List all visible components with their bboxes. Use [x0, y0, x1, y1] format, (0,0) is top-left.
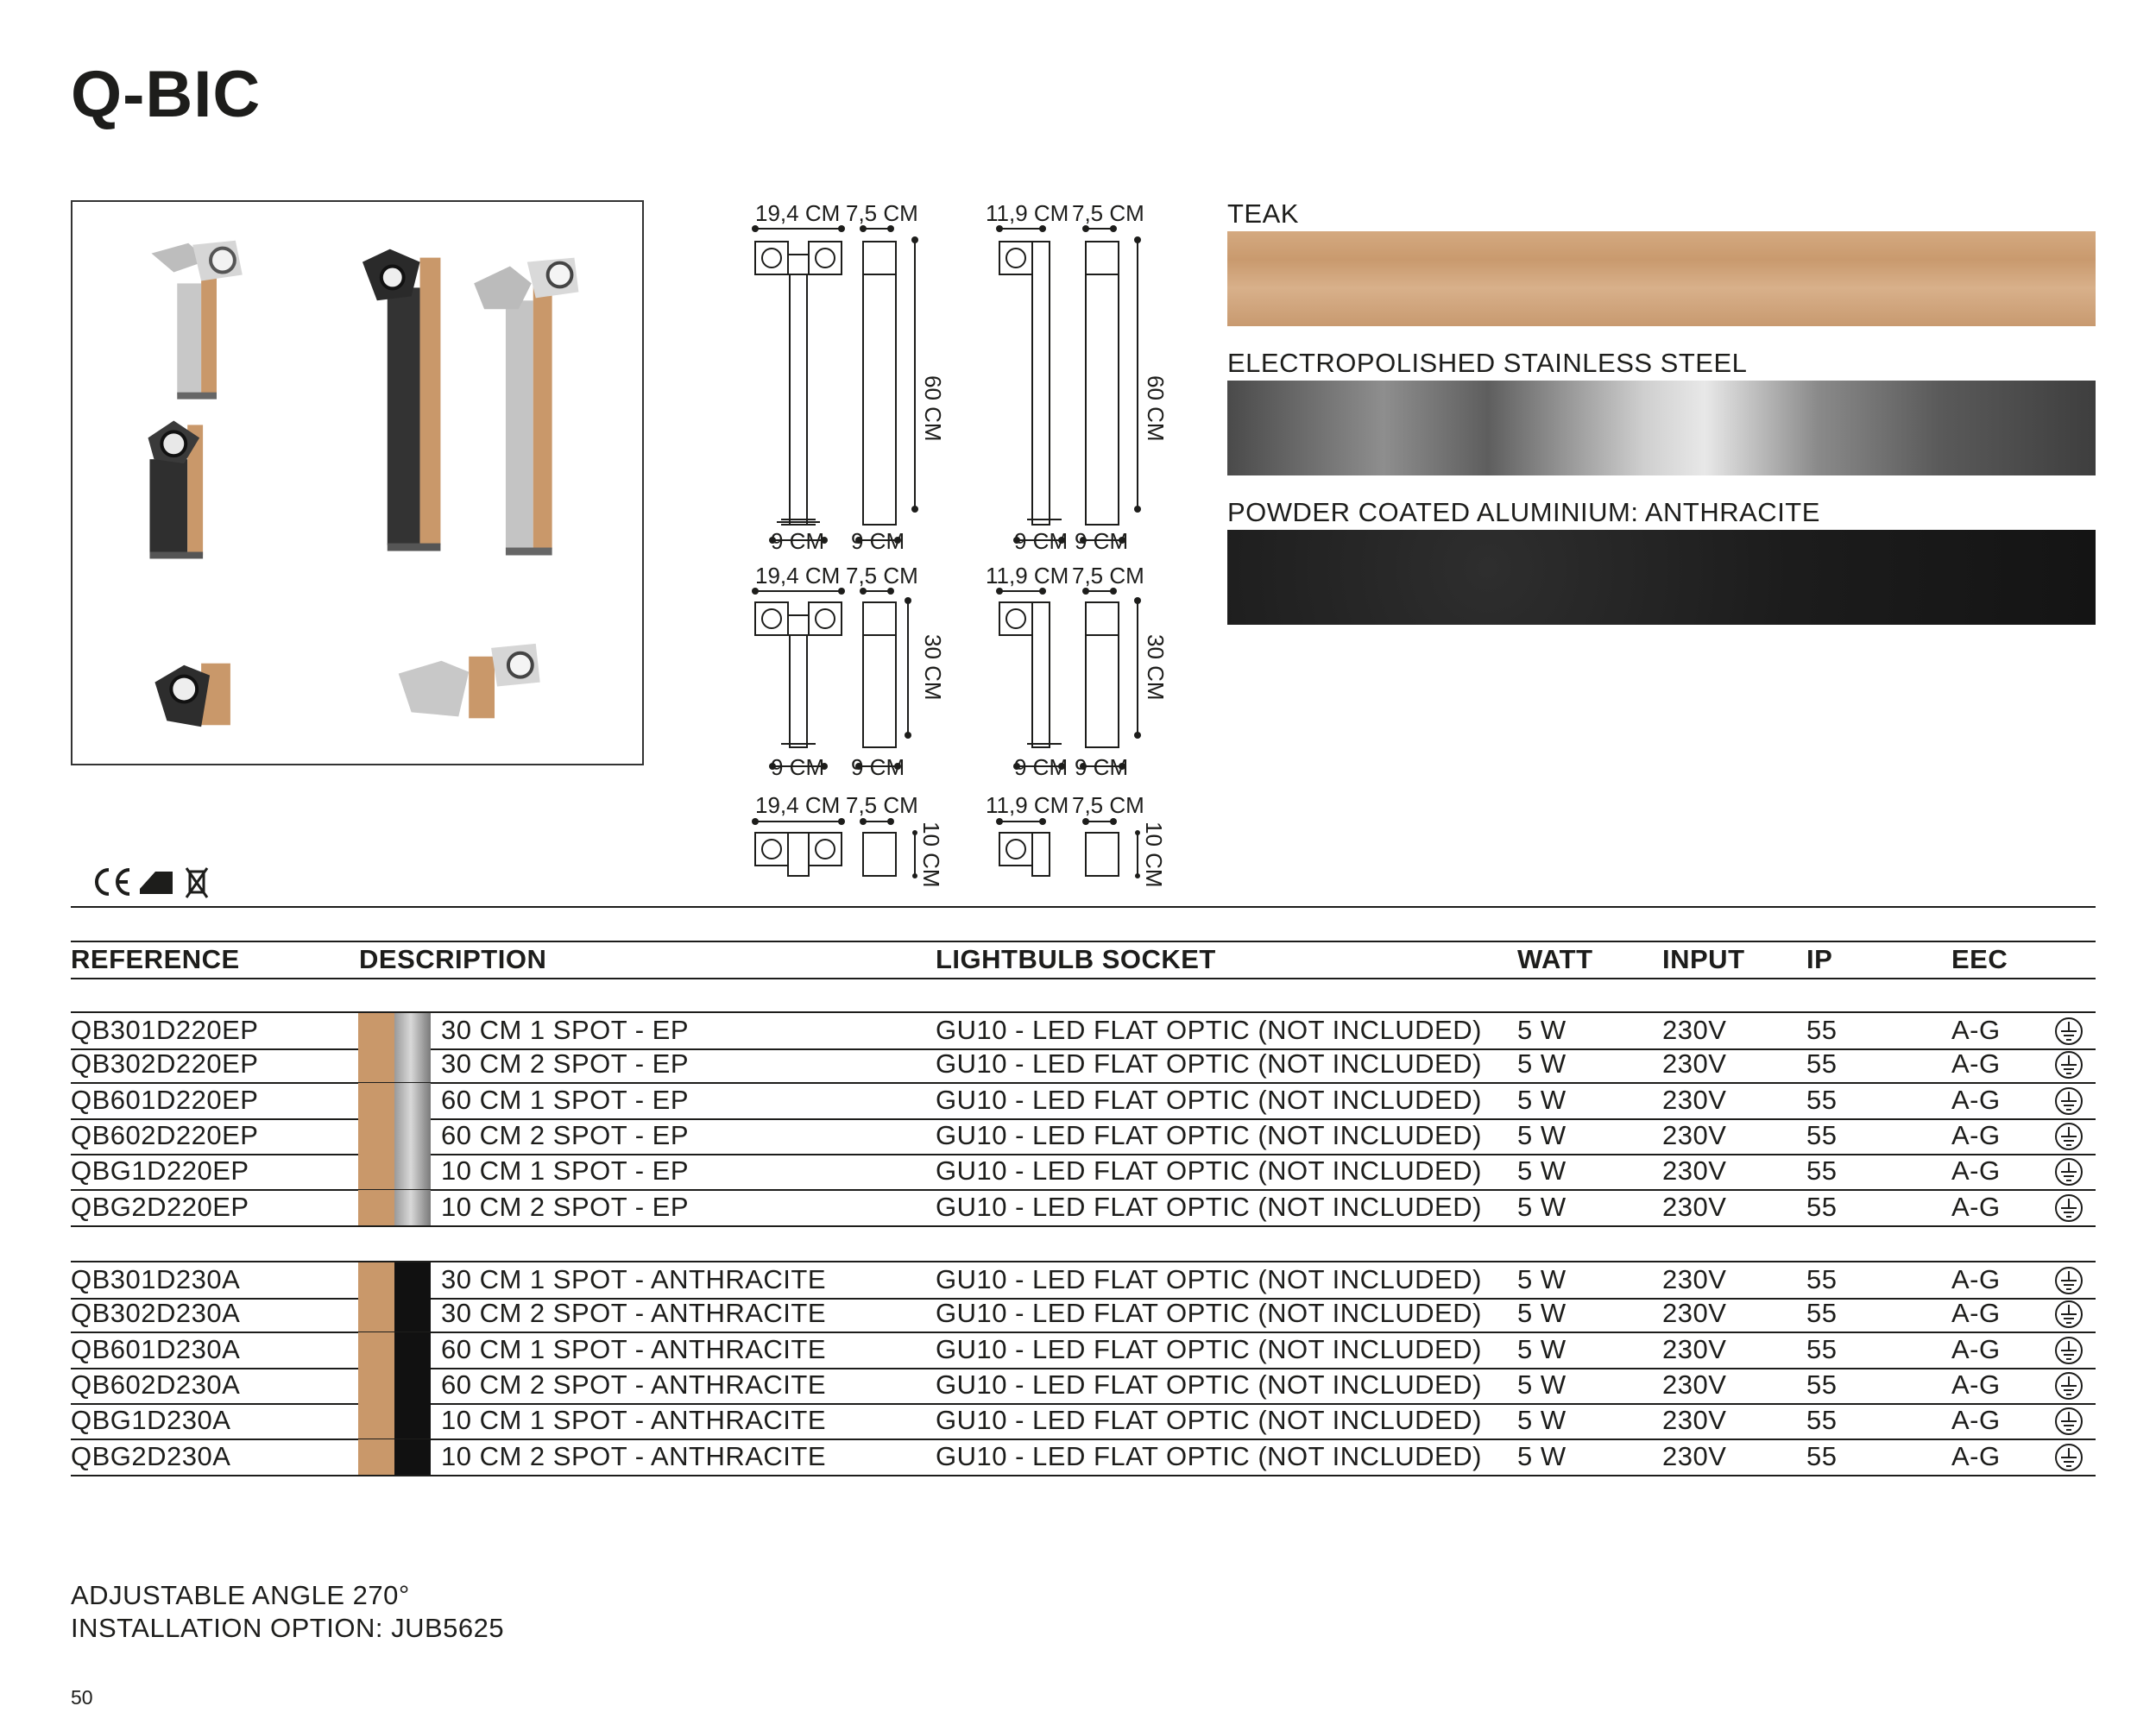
cell-watt: 5 W: [1517, 1333, 1567, 1364]
weee-bin-icon: [186, 868, 207, 897]
cell-ref: QB601D230A: [71, 1333, 241, 1364]
cell-ip: 55: [1806, 1440, 1838, 1471]
anthracite-finish-swatch: [394, 1332, 431, 1368]
cell-watt: 5 W: [1517, 1405, 1567, 1436]
cell-input: 230V: [1662, 1191, 1727, 1222]
cell-socket: GU10 - LED FLAT OPTIC (NOT INCLUDED): [936, 1191, 1482, 1222]
cell-ref: QBG2D230A: [71, 1440, 231, 1471]
cell-ip: 55: [1806, 1333, 1838, 1364]
teak-finish-swatch: [358, 1154, 394, 1189]
header-eec: EEC: [1951, 944, 2008, 974]
cell-ref: QB602D230A: [71, 1369, 241, 1400]
cell-socket: GU10 - LED FLAT OPTIC (NOT INCLUDED): [936, 1015, 1482, 1045]
earth-ground-icon: [2054, 1336, 2084, 1365]
material-teak-swatch: [1227, 231, 2096, 326]
earth-ground-icon: [2054, 1371, 2084, 1401]
cell-watt: 5 W: [1517, 1191, 1567, 1222]
cell-ref: QB601D220EP: [71, 1084, 259, 1115]
cell-ip: 55: [1806, 1298, 1838, 1329]
cell-desc: 10 CM 1 SPOT - EP: [441, 1155, 690, 1187]
cell-ref: QB302D230A: [71, 1298, 241, 1329]
steel-finish-swatch: [394, 1154, 431, 1189]
cell-desc: 30 CM 2 SPOT - EP: [441, 1048, 690, 1080]
divider-top: [71, 906, 2096, 908]
cell-ip: 55: [1806, 1119, 1838, 1150]
cell-input: 230V: [1662, 1048, 1727, 1080]
cell-socket: GU10 - LED FLAT OPTIC (NOT INCLUDED): [936, 1048, 1482, 1080]
cell-ip: 55: [1806, 1191, 1838, 1222]
dim-60-b-base2: 9 CM: [1075, 528, 1129, 554]
steel-finish-swatch: [394, 1013, 431, 1048]
table-row: [71, 1083, 2096, 1120]
table-row: [71, 1118, 2096, 1155]
cell-eec: A-G: [1951, 1191, 2001, 1222]
cell-ref: QBG1D230A: [71, 1405, 231, 1436]
anthracite-finish-swatch: [394, 1296, 431, 1332]
page-number: 50: [71, 1686, 93, 1709]
teak-finish-swatch: [358, 1368, 394, 1403]
cell-socket: GU10 - LED FLAT OPTIC (NOT INCLUDED): [936, 1084, 1482, 1115]
dim-60-b-height: 60 CM: [1143, 375, 1169, 442]
earth-ground-icon: [2054, 1122, 2084, 1151]
table-row: [71, 1154, 2096, 1191]
certification-icons: [86, 863, 224, 901]
cell-desc: 30 CM 1 SPOT - ANTHRACITE: [441, 1264, 827, 1294]
steel-finish-swatch: [394, 1118, 431, 1154]
cell-eec: A-G: [1951, 1264, 2001, 1294]
table-row: [71, 1403, 2096, 1440]
table-row: [71, 1047, 2096, 1084]
anthracite-finish-swatch: [394, 1262, 431, 1298]
cell-desc: 10 CM 1 SPOT - ANTHRACITE: [441, 1405, 827, 1436]
earth-ground-icon: [2054, 1193, 2084, 1223]
cell-ref: QB301D230A: [71, 1264, 241, 1294]
dim-30-b-base1: 9 CM: [1014, 754, 1069, 780]
cell-input: 230V: [1662, 1298, 1727, 1329]
material-steel-label: ELECTROPOLISHED STAINLESS STEEL: [1227, 348, 1748, 378]
teak-finish-swatch: [358, 1262, 394, 1298]
cell-eec: A-G: [1951, 1440, 2001, 1471]
table-row: [71, 1332, 2096, 1369]
header-watt: WATT: [1517, 944, 1593, 974]
cell-input: 230V: [1662, 1015, 1727, 1045]
cell-ref: QBG1D220EP: [71, 1155, 249, 1187]
earth-ground-icon: [2054, 1300, 2084, 1329]
teak-finish-swatch: [358, 1083, 394, 1118]
dim-30-a-base1: 9 CM: [771, 754, 825, 780]
dim-30-b-base2: 9 CM: [1075, 754, 1129, 780]
anthracite-finish-swatch: [394, 1403, 431, 1439]
header-input: INPUT: [1662, 944, 1745, 974]
earth-ground-icon: [2054, 1266, 2084, 1295]
cell-desc: 10 CM 2 SPOT - ANTHRACITE: [441, 1440, 827, 1471]
dim-30-a-base2: 9 CM: [851, 754, 905, 780]
cell-desc: 60 CM 2 SPOT - ANTHRACITE: [441, 1369, 827, 1400]
cell-ip: 55: [1806, 1048, 1838, 1080]
note-angle: ADJUSTABLE ANGLE 270°: [71, 1580, 410, 1610]
teak-finish-swatch: [358, 1332, 394, 1368]
cell-ip: 55: [1806, 1264, 1838, 1294]
earth-ground-icon: [2054, 1157, 2084, 1187]
header-ip: IP: [1806, 944, 1833, 974]
dim-60-b-width: 11,9 CM: [986, 200, 1069, 226]
cell-desc: 60 CM 1 SPOT - EP: [441, 1084, 690, 1115]
cell-watt: 5 W: [1517, 1015, 1567, 1045]
table-row: [71, 1439, 2096, 1476]
earth-ground-icon: [2054, 1017, 2084, 1046]
dim-30-a-width: 19,4 CM: [755, 563, 841, 589]
dim-60-a-base2: 9 CM: [851, 528, 905, 554]
cell-eec: A-G: [1951, 1048, 2001, 1080]
cell-desc: 60 CM 2 SPOT - EP: [441, 1119, 690, 1150]
dim-60-b-depth: 7,5 CM: [1072, 200, 1144, 226]
cell-socket: GU10 - LED FLAT OPTIC (NOT INCLUDED): [936, 1369, 1482, 1400]
dim-30-a-depth: 7,5 CM: [846, 563, 918, 589]
product-photo: [71, 200, 644, 765]
cell-socket: GU10 - LED FLAT OPTIC (NOT INCLUDED): [936, 1119, 1482, 1150]
material-anthracite-swatch: [1227, 530, 2096, 625]
earth-ground-icon: [2054, 1407, 2084, 1436]
cell-socket: GU10 - LED FLAT OPTIC (NOT INCLUDED): [936, 1333, 1482, 1364]
cell-eec: A-G: [1951, 1333, 2001, 1364]
notes: [71, 1579, 504, 1645]
teak-finish-swatch: [358, 1403, 394, 1439]
cell-watt: 5 W: [1517, 1048, 1567, 1080]
cell-watt: 5 W: [1517, 1264, 1567, 1294]
cell-ip: 55: [1806, 1405, 1838, 1436]
dim-10-a-width: 19,4 CM: [755, 792, 841, 818]
cell-ip: 55: [1806, 1155, 1838, 1187]
earth-ground-icon: [2054, 1443, 2084, 1472]
cell-eec: A-G: [1951, 1298, 2001, 1329]
cell-ref: QB301D220EP: [71, 1015, 259, 1045]
bollard-anthracite-60-image: [362, 249, 440, 551]
table-row: [71, 1261, 2096, 1300]
cell-ip: 55: [1806, 1084, 1838, 1115]
cell-input: 230V: [1662, 1369, 1727, 1400]
cell-socket: GU10 - LED FLAT OPTIC (NOT INCLUDED): [936, 1264, 1482, 1294]
cell-watt: 5 W: [1517, 1084, 1567, 1115]
dim-60-a-height: 60 CM: [920, 375, 946, 442]
cell-input: 230V: [1662, 1155, 1727, 1187]
cell-watt: 5 W: [1517, 1440, 1567, 1471]
cell-input: 230V: [1662, 1405, 1727, 1436]
cell-input: 230V: [1662, 1119, 1727, 1150]
cell-desc: 60 CM 1 SPOT - ANTHRACITE: [441, 1333, 827, 1364]
dim-10-a-depth: 7,5 CM: [846, 792, 918, 818]
dim-10-b-height: 10 CM: [1141, 822, 1167, 888]
class-protection-icon: [140, 872, 173, 894]
dim-10-b-width: 11,9 CM: [986, 792, 1069, 818]
technical-drawings: [742, 198, 1191, 897]
table-row: [71, 1296, 2096, 1333]
table-row: [71, 1011, 2096, 1050]
cell-ref: QBG2D220EP: [71, 1191, 249, 1222]
cell-input: 230V: [1662, 1333, 1727, 1364]
earth-ground-icon: [2054, 1050, 2084, 1080]
dim-30-b-height: 30 CM: [1143, 634, 1169, 701]
cell-input: 230V: [1662, 1084, 1727, 1115]
material-teak-label: TEAK: [1227, 198, 1299, 229]
cell-eec: A-G: [1951, 1405, 2001, 1436]
teak-finish-swatch: [358, 1190, 394, 1225]
spot-anthracite-10-image: [154, 664, 230, 727]
cell-eec: A-G: [1951, 1084, 2001, 1115]
cell-ip: 55: [1806, 1369, 1838, 1400]
page-title: Q-BIC: [71, 58, 262, 131]
teak-finish-swatch: [358, 1013, 394, 1048]
header-reference: REFERENCE: [71, 944, 240, 974]
header-top-rule: [71, 941, 2096, 942]
bollard-steel-30-image: [151, 241, 242, 400]
bollard-steel-60-image: [474, 258, 578, 556]
material-anthracite-label: POWDER COATED ALUMINIUM: ANTHRACITE: [1227, 497, 1820, 527]
steel-finish-swatch: [394, 1083, 431, 1118]
dim-30-b-width: 11,9 CM: [986, 563, 1069, 589]
table-row: [71, 1368, 2096, 1405]
cell-eec: A-G: [1951, 1015, 2001, 1045]
header-bottom-rule: [71, 978, 2096, 979]
cell-socket: GU10 - LED FLAT OPTIC (NOT INCLUDED): [936, 1155, 1482, 1187]
cell-desc: 10 CM 2 SPOT - EP: [441, 1191, 690, 1222]
cell-desc: 30 CM 1 SPOT - EP: [441, 1015, 690, 1045]
cell-input: 230V: [1662, 1264, 1727, 1294]
header-socket: LIGHTBULB SOCKET: [936, 944, 1216, 974]
cell-watt: 5 W: [1517, 1155, 1567, 1187]
cell-watt: 5 W: [1517, 1369, 1567, 1400]
cell-watt: 5 W: [1517, 1119, 1567, 1150]
material-steel-swatch: [1227, 381, 2096, 475]
dim-60-b-base1: 9 CM: [1014, 528, 1069, 554]
dim-60-a-width: 19,4 CM: [755, 200, 841, 226]
bollard-anthracite-30-image: [148, 420, 203, 558]
dim-60-a-depth: 7,5 CM: [846, 200, 918, 226]
cell-desc: 30 CM 2 SPOT - ANTHRACITE: [441, 1298, 827, 1329]
earth-ground-icon: [2054, 1086, 2084, 1116]
steel-finish-swatch: [394, 1047, 431, 1082]
note-installation: INSTALLATION OPTION: JUB5625: [71, 1613, 505, 1643]
spot-steel-10-image: [399, 644, 540, 718]
anthracite-finish-swatch: [394, 1439, 431, 1475]
cell-eec: A-G: [1951, 1155, 2001, 1187]
cell-socket: GU10 - LED FLAT OPTIC (NOT INCLUDED): [936, 1440, 1482, 1471]
table-row: [71, 1190, 2096, 1227]
anthracite-finish-swatch: [394, 1368, 431, 1403]
teak-finish-swatch: [358, 1047, 394, 1082]
cell-socket: GU10 - LED FLAT OPTIC (NOT INCLUDED): [936, 1298, 1482, 1329]
cell-ref: QB602D220EP: [71, 1119, 259, 1150]
ce-mark-icon: [97, 870, 129, 894]
dim-60-a-base1: 9 CM: [771, 528, 825, 554]
cell-eec: A-G: [1951, 1369, 2001, 1400]
cell-socket: GU10 - LED FLAT OPTIC (NOT INCLUDED): [936, 1405, 1482, 1436]
cell-watt: 5 W: [1517, 1298, 1567, 1329]
cell-eec: A-G: [1951, 1119, 2001, 1150]
header-description: DESCRIPTION: [359, 944, 547, 974]
cell-ref: QB302D220EP: [71, 1048, 259, 1080]
dim-10-b-depth: 7,5 CM: [1072, 792, 1144, 818]
cell-ip: 55: [1806, 1015, 1838, 1045]
teak-finish-swatch: [358, 1118, 394, 1154]
steel-finish-swatch: [394, 1190, 431, 1225]
dim-30-b-depth: 7,5 CM: [1072, 563, 1144, 589]
cell-input: 230V: [1662, 1440, 1727, 1471]
dim-30-a-height: 30 CM: [920, 634, 946, 701]
dim-10-a-height: 10 CM: [918, 822, 944, 888]
teak-finish-swatch: [358, 1296, 394, 1332]
teak-finish-swatch: [358, 1439, 394, 1475]
